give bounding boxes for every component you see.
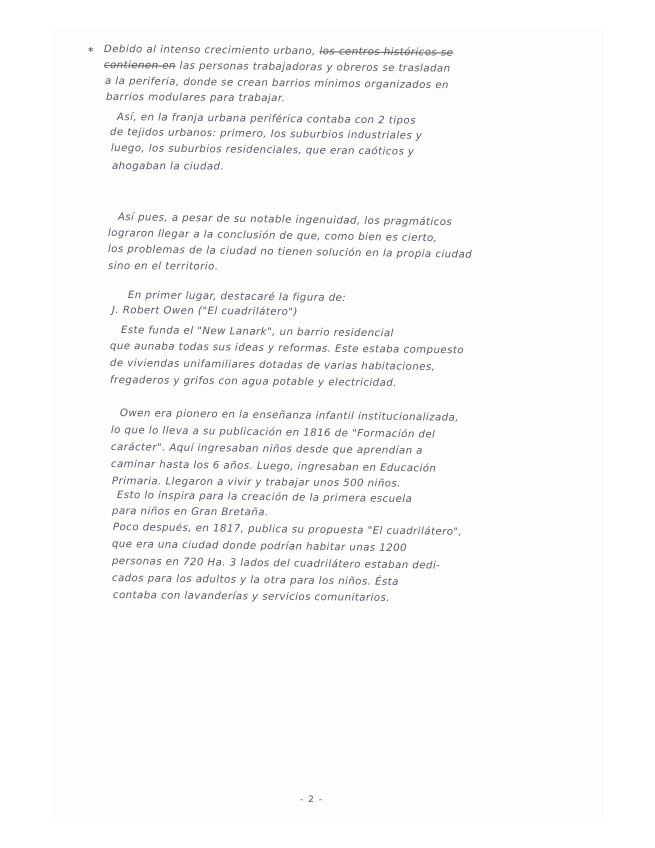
text-line: ahogaban la ciudad. xyxy=(111,161,225,173)
text-line: que era una ciudad donde podrían habitar unas 1200 xyxy=(111,539,408,555)
text-line: lograron llegar a la conclusión de que, como bien es cierto, xyxy=(107,228,438,245)
text-line: contienen en las personas trabajadoras y obreros se trasladan xyxy=(103,60,451,75)
text-line: fregaderos y grifos con agua potable y electricidad. xyxy=(109,375,397,390)
text-line: caminar hasta los 6 años. Luego, ingresaban en Educación xyxy=(110,459,437,475)
page-number: - 2 - xyxy=(300,795,323,805)
text-line: a la periferia, donde se crean barrios mínimos organizados en xyxy=(104,76,449,92)
text-line: Debido al intenso crecimiento urbano, los centros históricos se xyxy=(103,44,454,59)
text-line: lo que lo lleva a su publicación en 1816 de "Formación del xyxy=(110,425,436,441)
text-line: los problemas de la ciudad no tienen solución en la propia ciudad xyxy=(107,244,473,261)
text-line: sino en el territorio. xyxy=(107,261,219,273)
bullet-marker: * xyxy=(88,45,94,58)
text-line: Este funda el "New Lanark", un barrio residencial xyxy=(120,325,394,340)
text-line: contaba con lavanderías y servicios comunitarios. xyxy=(112,590,391,604)
text-line: Owen era pionero en la enseñanza infantil institucionalizada, xyxy=(119,408,460,424)
text-line: personas en 720 Ha. 3 lados del cuadrilátero estaban dedi- xyxy=(111,556,441,572)
text-line: de viviendas unifamiliares dotadas de varias habitaciones, xyxy=(109,358,436,373)
text-line: Poco después, en 1817, publica su propuesta "El cuadrilátero", xyxy=(112,522,463,538)
text-line: carácter". Aquí ingresaban niños desde que aprendían a xyxy=(110,442,423,457)
text-line: Así, en la franja urbana periférica contaba con 2 tipos xyxy=(116,112,416,127)
text-line: Esto lo inspira para la creación de la primera escuela xyxy=(116,490,413,506)
text-line: Primaria. Llegaron a vivir y trabajar unos 500 niños. xyxy=(111,476,401,490)
text-line: En primer lugar, destacaré la figura de: xyxy=(127,290,347,305)
text-line: Así pues, a pesar de su notable ingenuidad, los pragmáticos xyxy=(117,212,453,229)
text-line: de tejidos urbanos: primero, los suburbios industriales y xyxy=(109,127,423,142)
text-line: J. Robert Owen ("El cuadrilátero") xyxy=(111,305,298,318)
text-line: barrios modulares para trabajar. xyxy=(105,92,286,105)
text-line: luego, los suburbios residenciales, que eran caóticos y xyxy=(110,143,415,158)
text-line: que aunaba todas sus ideas y reformas. Este estaba compuesto xyxy=(109,341,465,357)
text-line: para niños en Gran Bretaña. xyxy=(111,506,269,519)
text-line: cados para los adultos y la otra para los niños. Ésta xyxy=(111,573,399,589)
